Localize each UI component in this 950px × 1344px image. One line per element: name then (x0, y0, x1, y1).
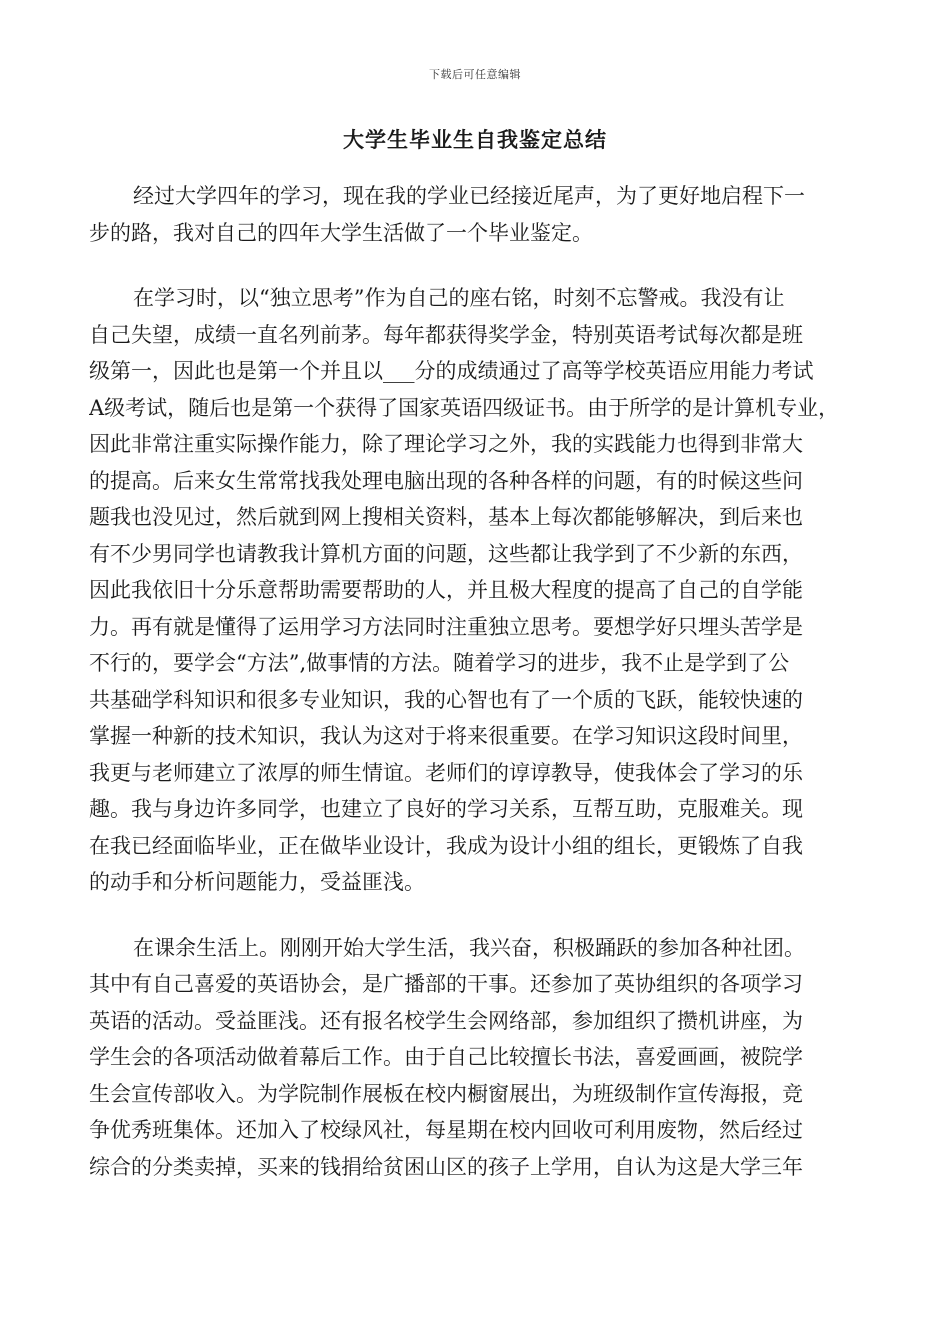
paragraph-line: 综合的分类卖掉，买来的钱捐给贫困山区的孩子上学用，自认为这是大学三年 (89, 1154, 803, 1179)
paragraph-line: 不行的，要学会“方法”,做事情的方法。随着学习的进步，我不止是学到了公 (89, 651, 790, 675)
paragraph-line: 我更与老师建立了浓厚的师生情谊。老师们的谆谆教导，使我体会了学习的乐 (89, 760, 803, 785)
paragraph-line: A级考试，随后也是第一个获得了国家英语四级证书。由于所学的是计算机专业， (89, 395, 840, 420)
paragraph-line: 掌握一种新的技术知识，我认为这对于将来很重要。在学习知识这段时间里， (89, 724, 803, 748)
paragraph-line: 生会宣传部收入。为学院制作展板在校内橱窗展出，为班级制作宣传海报，竞 (89, 1081, 803, 1106)
paragraph-line: 级第一，因此也是第一个并且以___分的成绩通过了高等学校英语应用能力考试 (89, 359, 814, 383)
paragraph-line: 力。再有就是懂得了运用学习方法同时注重独立思考。要想学好只埋头苦学是 (89, 614, 803, 639)
paragraph-line: 争优秀班集体。还加入了校绿风社，每星期在校内回收可利用废物，然后经过 (89, 1118, 803, 1142)
paragraph-line: 有不少男同学也请教我计算机方面的问题，这些都让我学到了不少新的东西， (89, 541, 803, 566)
paragraph-line: 其中有自己喜爱的英语协会，是广播部的干事。还参加了英协组织的各项学习 (89, 972, 803, 996)
paragraph-line: 的提高。后来女生常常找我处理电脑出现的各种各样的问题，有的时候这些问 (89, 468, 803, 493)
paragraph-line: 自己失望，成绩一直名列前茅。每年都获得奖学金，特别英语考试每次都是班 (89, 322, 803, 347)
document-title: 大学生毕业生自我鉴定总结 (343, 127, 607, 152)
paragraph-line: 在我已经面临毕业，正在做毕业设计，我成为设计小组的组长，更锻炼了自我 (89, 833, 803, 858)
paragraph-line: 在学习时，以“独立思考”作为自己的座右铭，时刻不忘警戒。我没有让 (133, 286, 785, 310)
paragraph-line: 共基础学科知识和很多专业知识，我的心智也有了一个质的飞跃，能较快速的 (89, 687, 803, 712)
paragraph-line: 在课余生活上。刚刚开始大学生活，我兴奋，积极踊跃的参加各种社团。 (133, 935, 805, 960)
paragraph-3 (89, 930, 859, 1186)
document-body (89, 178, 859, 1214)
paragraph-line: 的动手和分析问题能力，受益匪浅。 (89, 870, 425, 894)
paragraph-line: 学生会的各项活动做着幕后工作。由于自己比较擅长书法，喜爱画画，被院学 (89, 1045, 803, 1069)
paragraph-2 (89, 280, 859, 901)
paragraph-line: 英语的活动。受益匪浅。还有报名校学生会网络部，参加组织了攒机讲座，为 (89, 1008, 803, 1033)
paragraph-1 (89, 178, 859, 251)
paragraph-line: 因此我依旧十分乐意帮助需要帮助的人，并且极大程度的提高了自己的自学能 (89, 578, 803, 602)
paragraph-line: 趣。我与身边许多同学，也建立了良好的学习关系，互帮互助，克服难关。现 (89, 797, 803, 821)
paragraph-line: 经过大学四年的学习，现在我的学业已经接近尾声，为了更好地启程下一 (133, 184, 805, 208)
paragraph-line: 因此非常注重实际操作能力，除了理论学习之外，我的实践能力也得到非常大 (89, 432, 803, 456)
paragraph-line: 步的路，我对自己的四年大学生活做了一个毕业鉴定。 (89, 220, 593, 245)
paragraph-line: 题我也没见过，然后就到网上搜相关资料，基本上每次都能够解决，到后来也 (89, 505, 803, 529)
header-note: 下载后可任意编辑 (429, 68, 521, 81)
